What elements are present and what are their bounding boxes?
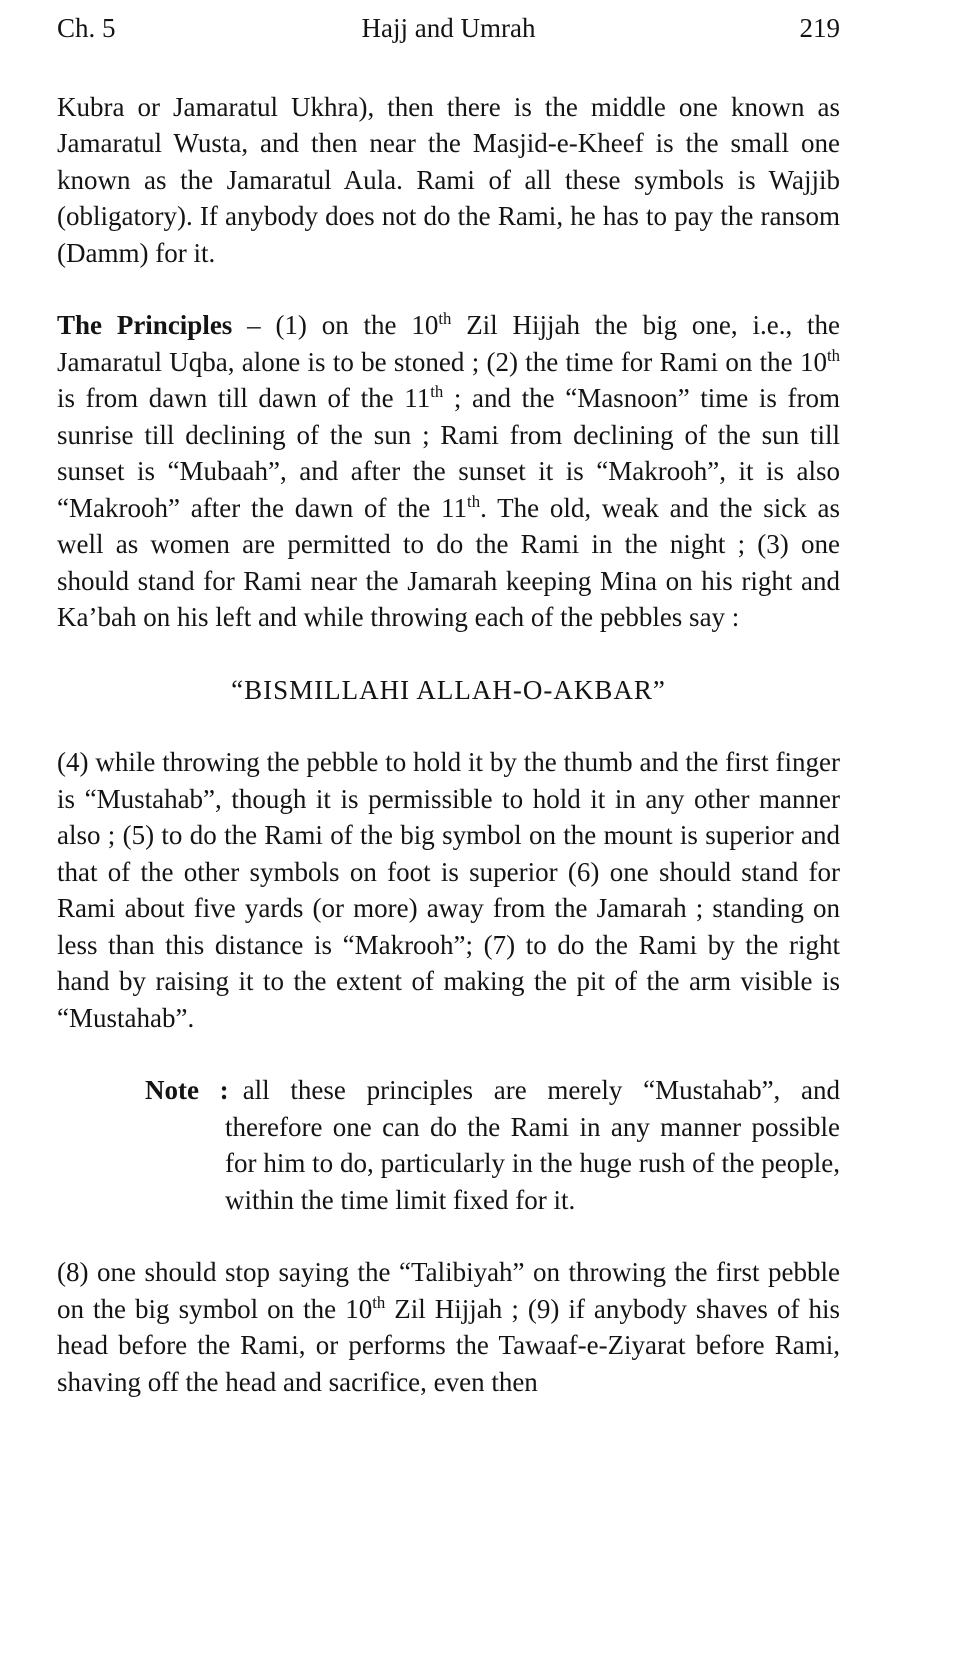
page-header <box>57 10 840 47</box>
note-text: all these principles are merely “Mustahab”, and therefore one can do the Rami in any manner possible for him to do, particularly in the huge rush of the people, within the time limit fixed for it. <box>225 1075 841 1215</box>
takbir-line: “BISMILLAHI ALLAH-O-AKBAR” <box>231 674 666 705</box>
page-body <box>57 89 840 1401</box>
paragraph-rules: (4) while throwing the pebble to hold it by the thumb and the first finger is “Mustahab”, though it is permissible to hold it in any other manner also ; (5) to do the Rami of the big symbol on the mount is superior and that of the other symbols on foot is superior (6) one should stand for Rami about five yards (or more) away from the Jamarah ; standing on less than this distance is “Makrooh”; (7) to do the Rami by the right hand by raising it to the extent of making the pit of the arm visible is “Mustahab”. <box>57 747 840 1033</box>
page-number: 219 <box>799 13 840 43</box>
paragraph-final: (8) one should stop saying the “Talibiyah” on throwing the first pebble on the big symbol on the 10th Zil Hijjah ; (9) if anybody shaves of his head before the Rami, or performs the Tawaaf-e-Ziyarat before Rami, shaving off the head and sacrifice, even then <box>57 1257 840 1397</box>
note-block <box>145 1072 840 1218</box>
note-label: Note : <box>145 1075 229 1105</box>
page-title: Hajj and Umrah <box>361 13 536 43</box>
chapter-label: Ch. 5 <box>57 13 116 43</box>
paragraph-principles: The Principles – (1) on the 10th Zil Hijjah the big one, i.e., the Jamaratul Uqba, alone is to be stoned ; (2) the time for Rami on the 10th is from dawn till dawn of the 11th ; and the “Masnoon” time is from sunrise till declining of the sun ; Rami from declining of the sun till sunset is “Mubaah”, and after the sunset it is “Makrooh”, it is also “Makrooh” after the dawn of the 11th. The old, weak and the sick as well as women are permitted to do the Rami in the night ; (3) one should stand for Rami near the Jamarah keeping Mina on his right and Ka’bah on his left and while throwing each of the pebbles say : <box>57 309 840 632</box>
paragraph-jamarat-intro: Kubra or Jamaratul Ukhra), then there is the middle one known as Jamaratul Wusta, and then near the Masjid-e-Kheef is the small one known as the Jamaratul Aula. Rami of all these symbols is Wajjib (obligatory). If anybody does not do the Rami, he has to pay the ransom (Damm) for it. <box>57 91 840 268</box>
